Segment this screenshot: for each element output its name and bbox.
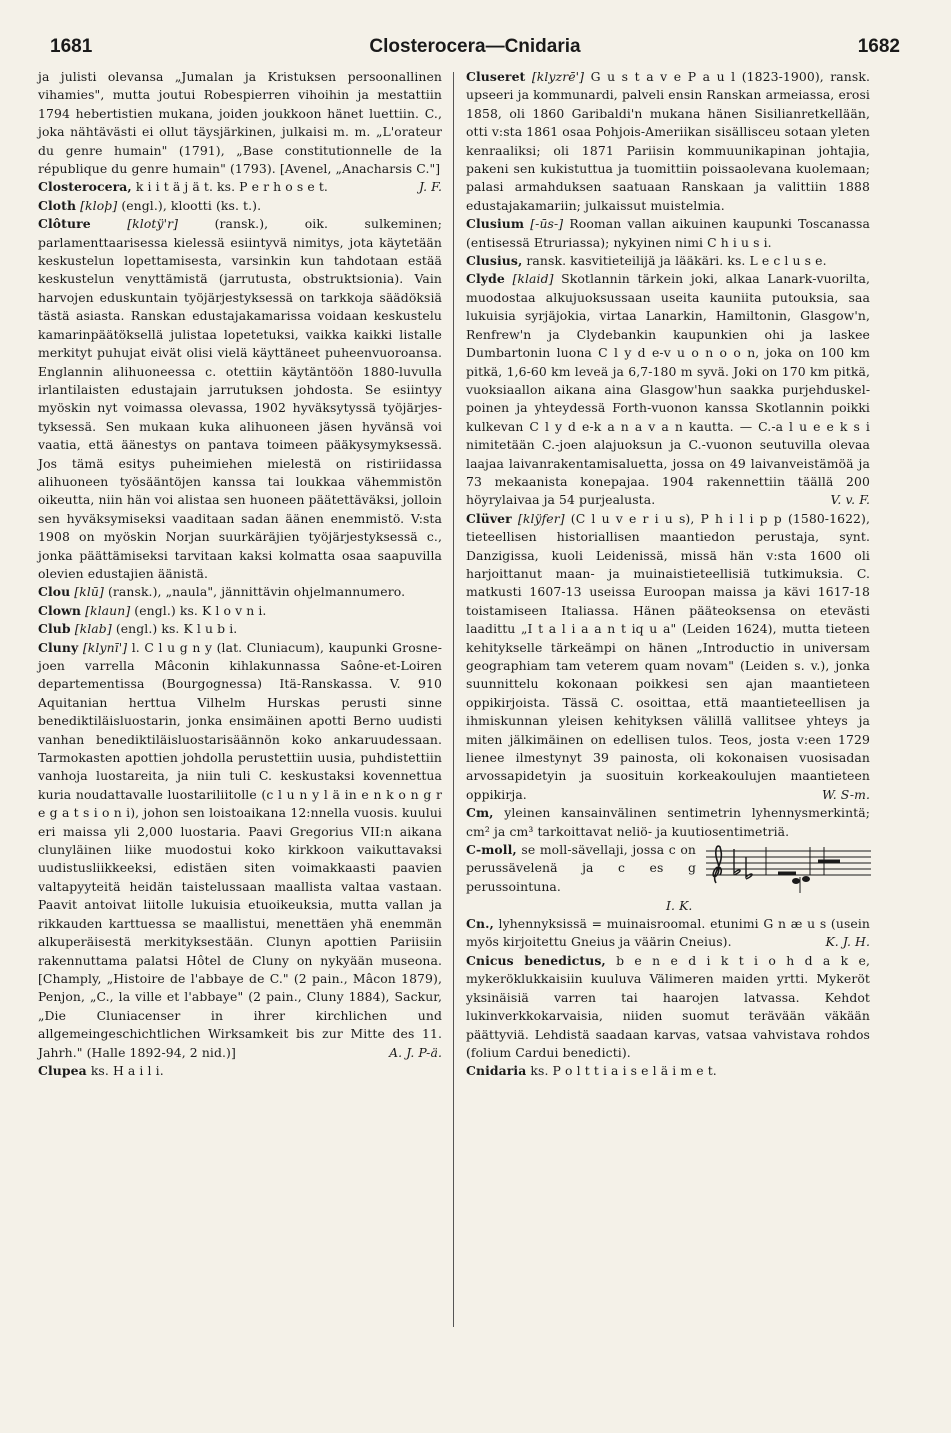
headword: Cloth [38, 197, 77, 213]
pronunciation: [klaun] [85, 602, 131, 618]
pronunciation: [klotÿ'r] [127, 216, 179, 232]
dictionary-entry [38, 178, 442, 196]
dictionary-entry [466, 252, 870, 270]
column-divider [453, 72, 454, 1327]
headword: Clown [38, 602, 82, 618]
headword: Cm, [466, 805, 494, 821]
signature: K. J. H. [825, 934, 870, 950]
headword: Closterocera, [38, 179, 132, 195]
running-title: Closterocera—Cnidaria [369, 36, 581, 57]
music-staff-figure [706, 843, 871, 901]
headword: Clyde [466, 271, 505, 287]
entry-body: yleinen kansainvälinen sentimetrin lyhennysmerkintä; cm² ja cm³ tarkoittavat neliö- ja kuutiosentimetriä. [466, 805, 870, 839]
page-number-left: 1681 [50, 36, 93, 57]
signature: W. S-m. [822, 786, 870, 802]
dictionary-entry [466, 270, 870, 509]
right-column [466, 68, 870, 1081]
entry-body: k i i t ä j ä t. ks. P e r h o s e t. [135, 179, 328, 195]
entry-body: G u s t a v e P a u l (1823-1900), ransk. upseeri ja kommunardi, palveli ensin Ranskan armeiassa, erosi 1858, oli 1860 Garibaldi'n mukana hänen Sisilianretkellään, otti v:sta 1861 osaa Pohjois-Ameriikan sisällisceu sotaan yleten kenraaliksi; oli 1871 Pariisin kommuunikapinan johtajia, pakeni sen kukistuttua ja tuomittiin poissaolevana kuolemaan; palasi armahduksen saatuaan Ranskaan ja valittiin 1888 edustajakamariin; julkaissut muistelmia. [466, 69, 870, 213]
headword: Cnicus benedictus, [466, 952, 606, 968]
right-column-entries [466, 68, 870, 841]
entry-body: (ransk.), „naula", jännittävin ohjelmannumero. [107, 584, 406, 600]
entry-body: (engl.) ks. K l o v n i. [134, 602, 267, 618]
entry-body: l. C l u g n y (lat. Cluniacum), kaupunki Grosne-joen varrella Mâconin kihlakunnassa Saône-et-Loiren departementissa (Bourgognessa) Itä-Ranskassa. V. 910 Aquitanian herttua Vilhelm Hurskas perusti sinne benediktiläisluostarin, jonka ensimäinen apotti Berno uudisti vanhan benediktiläisluostarisäännön koko ankaruudessaan. Tarmokasten apottien johdolla perustettiin uusia, puhdistettiin vanhoja luostareita, ja niin tuli C. keskustaksi kovennettua kuria noudattavalle luostariliitolle (c l u n y l ä in e n k o n g r e g a t s i o n i), johon sen loistoaikana 12:nnella vuosis. kuului eri maissa yli 2,000 luostaria. Paavi Gregorius VII:n aikana clunyläinen liike muodostui koko kirkkoon vaikuttavaksi uudistusliikkeeksi, edistäen siten voimakkaasti paavien valtapyyteitä heidän taistelussaan maallista valtaa vastaan. Paavit antoivat liitolle lukuisia etuoikeuksia, mutta vallan ja rikkauden karttuessa se maallistui, menettäen yhä enemmän alkuperäisestä merkityksestään. Clunyn apottien Pariisiin rakennuttama palatsi Hôtel de Cluny on nykyään museona. [Champly, „Histoire de l'abbaye de C." (2 pain., Mâcon 1879), Penjon, „C., la ville et l'abbaye" (2 pain., Cluny 1884), Sackur, „Die Cluniacenser in ihrer kirchlichen und allgemeingeschichtlichen Wirksamkeit bis zur Mitte des 11. Jahrh." (Halle 1892-94, 2 nid.)] [38, 639, 443, 1060]
pronunciation: [klÿfer] [517, 510, 565, 526]
entry-body: (engl.), klootti (ks. t.). [121, 197, 262, 213]
headword: Cluseret [466, 69, 526, 84]
dictionary-entry [38, 583, 442, 601]
entry-body: Rooman vallan aikuinen kaupunki Toscanassa (entisessä Etruriassa); nykyinen nimi C h i u s i. [466, 216, 870, 250]
headword: Clôture [38, 216, 91, 232]
entry-body: (C l u v e r i u s), P h i l i p p (1580-1622), tieteellisen historiallisen maantiedon perustaja, synt. Danzigissa, kuoli Leidenissä, missä hän v:sta 1600 oli harjoittanut maan- ja muinaistieteellisiä tutkimuksia. C. matkusti 1607-13 useissa Euroopan maissa ja kävi 1617-18 toistamiseen Italiassa. Hänen pääteoksensa on etevästi laadittu „I t a l i a a n t iq u a" (Leiden 1624), mutta tieteen kehitykselle tärkeämpi on hänen „Introductio in universam geographiam tam veterem quam novam" (Leiden s. v.), jonka suunnittelu kokonaan poikkesi sen ajan maantieteen oppikirjoista. Tässä C. osoittaa, että maantieteellisen ja ihmiskunnan yleisen kehityksen välillä vallitsee yhteys ja miten jälkimäinen on edellisen tulos. Teos, josta v:een 1729 lienee ilmestynyt 39 painosta, oli kokonaisen vuosisadan arvossapidetyin ja suosituin korkeakoulujen maantieteen oppikirja. [466, 510, 871, 802]
headword: Clupea [38, 1062, 87, 1078]
headword: Clusius, [466, 253, 523, 269]
headword: Clusium [466, 216, 525, 232]
entry-body: ja julisti olevansa „Jumalan ja Kristuksen persoonallinen vihamies", mutta joutui Robespierren vihoihin ja mestattiin 1794 hebertistien mukana, joiden joukkoon hänet luettiin. C., joka nähtävästi ei ollut täysjärkinen, julkaisi m. m. „L'orateur du genre humain" (1791), „Base constitutionnelle de la république du genre humain" (1793). [Avenel, „Anacharsis C."] [38, 69, 442, 177]
pronunciation: [kloþ] [80, 197, 118, 213]
dictionary-entry [466, 68, 870, 215]
entry-body: (ransk.), oik. sulkeminen; parlamenttaarisessa kielessä esiintyvä nimitys, jota käytetään keskustelun lopettamisesta, varsinkin kun tahdotaan estää keskustelun venyttämistä (jarrutusta, obstruktsionia). Vain harvojen eduskuntain työjärjestyksessä on tarkkoja säädöksiä tästä asiasta. Ranskan edustajakamarissa voidaan keskustelu kamarinpäätöksellä julistaa lopetetuksi, vaikka kaikki listalle merkityt puhujat eivät olisi vielä käyttäneet puheenvuoroansa. Englannin alihuoneessa c. otettiin käytäntöön 1880-luvulla irlantilaisten edustajain jarrutuksen johdosta. Se esiintyy myöskin nyt voimassa olevassa, 1902 hyväksytyssä työjärjestyksessä. Sen mukaan kuka alihuoneen jäsen hyvänsä voi vaatia, että äänestys on pantava toimeen pääkysymyksessä. Jos tämä esitys puheimiehen mielestä on ristiriidassa alihuoneen työsääntöjen kanssa tai loukkaa vähemmistön oikeutta, niin hän voi alistaa sen huoneen päätettäväksi, jolloin sen hyväksymiseksi vaaditaan sadan äänen enemmistö. V:sta 1908 on myöskin Norjan suurkäräjien työjärjestyksessä c., jonka päättämiseksi tarvitaan kaksi kolmatta osaa saapuvilla olevien edustajien äänistä. [38, 216, 442, 581]
headword: Cluny [38, 639, 79, 655]
headword: Club [38, 621, 71, 637]
dictionary-entry [466, 915, 870, 952]
dictionary-entry [38, 602, 442, 620]
pronunciation: [-ūs-] [530, 216, 564, 232]
left-column [38, 68, 442, 1080]
dictionary-entry [466, 510, 870, 805]
entry-body: ks. P o l t t i a i s e l ä i m e t. [530, 1063, 717, 1079]
right-column-entries-after [466, 915, 870, 1081]
headword: Clüver [466, 510, 512, 526]
page-number-right: 1682 [857, 36, 900, 57]
dictionary-entry [38, 620, 442, 638]
dictionary-entry [38, 215, 442, 583]
pronunciation: [klynī'] [82, 639, 128, 655]
pronunciation: [klū] [74, 584, 104, 600]
entry-body: ks. H a i l i. [90, 1062, 164, 1078]
headword: Clou [38, 584, 71, 600]
entry-body: b e n e d i k t i o h d a k e, mykeröklukkaisiin kuuluva Välimeren maiden yrtti. Mykeröt yksinäisiä varren tai haarojen latvassa. Kehdot lukinverkkokarvaisia, niiden suomut terävään väkään päättyviä. Lehdistä saadaan karvas, vatsaa vahvistava rohdos (folium Cardui benedicti). [466, 952, 870, 1060]
dictionary-entry [38, 639, 442, 1062]
signature: J. F. [419, 179, 442, 195]
signature: I. K. [666, 898, 693, 914]
music-entry-text [466, 841, 696, 896]
headword: Cnidaria [466, 1063, 527, 1079]
music-entry [466, 841, 870, 915]
headword: Cn., [466, 916, 494, 932]
dictionary-entry [466, 1062, 870, 1080]
dictionary-entry [466, 952, 870, 1062]
dictionary-entry [466, 804, 870, 841]
pronunciation: [klab] [74, 621, 112, 637]
entry-body: lyhennyksissä = muinaisroomal. etunimi G n æ u s (usein myös kirjoitettu Gneius ja väärin Cneius). [466, 916, 870, 950]
signature: V. v. F. [830, 492, 870, 508]
entry-body: Skotlannin tärkein joki, alkaa Lanark-vuorilta, muodostaa alkujuoksussaan useita kauniita putouksia, saa lukuisia syrjäjokia, virtaa Lanarkin, Hamiltonin, Glasgow'n, Renfrew'n ja Clydebankin kaupunkien ohi ja laskee Dumbartonin luona C l y d e-v u o n o o n, joka on 100 km pitkä, 1,6-60 km leveä ja 6,7-180 m syvä. Joki on 170 km pitkä, vuoksiaallon aikana aina Glasgow'hun saakka purjehduskelpoinen ja yhteydessä Forth-vuonon kanssa Skotlannin poikki kulkevan C l y d e-k a n a v a n kautta. — C.-a l u e e k s i nimitetään C.-joen alajuoksun ja C.-vuonon seutuvilla olevaa laajaa laivanrakentamisaluetta, jossa on 49 laivanveistämöä ja 73 mekaanista konepajaa. 1904 rakennettiin täällä 200 höyrylaivaa ja 54 purjealusta. [466, 271, 870, 508]
dictionary-entry [38, 1062, 442, 1080]
signature: A. J. P-ä. [389, 1044, 442, 1060]
entry-body: ransk. kasvitieteilijä ja lääkäri. ks. L e c l u s e. [526, 253, 827, 269]
pronunciation: [klyzrē'] [531, 69, 585, 84]
entry-body: se moll-sävellaji, jossa c on perussävelenä ja c es g perussointuna. [466, 842, 696, 894]
dictionary-entry [466, 215, 870, 252]
headword: C-moll, [466, 842, 517, 858]
entry-body: (engl.) ks. K l u b i. [115, 621, 238, 637]
dictionary-entry [38, 197, 442, 215]
pronunciation: [klaid] [512, 271, 554, 287]
page-header [50, 36, 900, 64]
